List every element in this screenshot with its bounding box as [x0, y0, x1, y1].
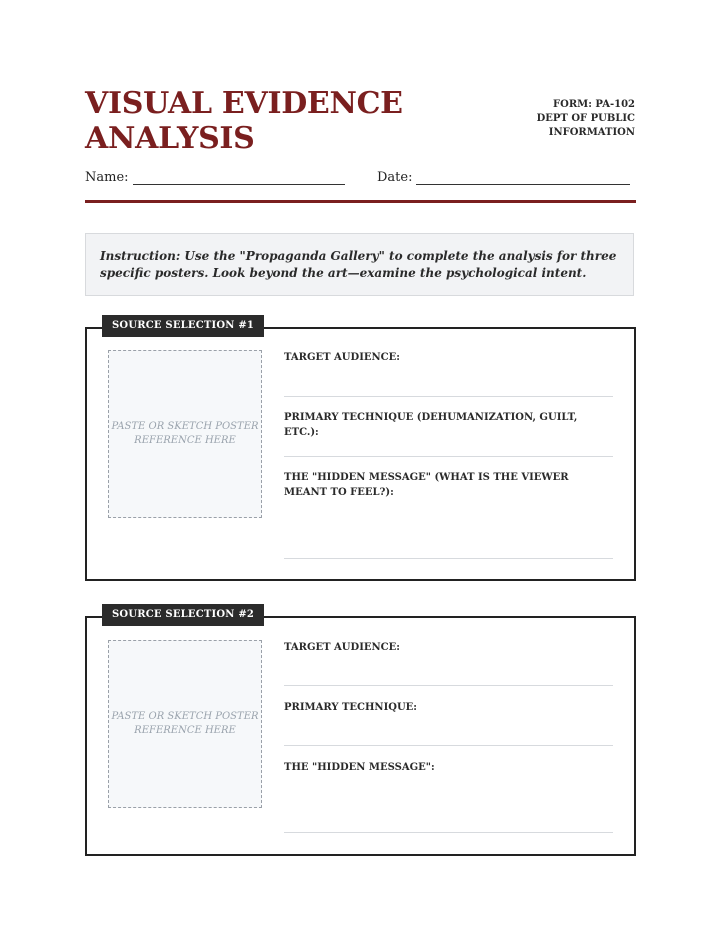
- dept-line-1: DEPT OF PUBLIC: [536, 113, 635, 124]
- header-divider: [85, 200, 636, 203]
- target-audience-label: TARGET AUDIENCE:: [284, 642, 400, 653]
- page-title: [85, 86, 445, 156]
- dept-line-2: INFORMATION: [548, 127, 635, 138]
- poster-placeholder-1[interactable]: [108, 350, 262, 518]
- name-date-row: [85, 170, 636, 190]
- primary-technique-label: PRIMARY TECHNIQUE:: [284, 702, 417, 713]
- form-id: FORM: PA-102: [553, 99, 635, 110]
- target-audience-line[interactable]: [284, 685, 613, 686]
- name-label: Name:: [85, 170, 129, 185]
- instruction-text: Instruction: Use the "Propaganda Gallery" to complete the analysis for three specific posters. Look beyond the art—examine the psychological intent.: [100, 249, 617, 280]
- primary-technique-line[interactable]: [284, 745, 613, 746]
- primary-technique-line[interactable]: [284, 456, 613, 457]
- date-input-line[interactable]: [416, 172, 630, 185]
- source-section-2: [85, 609, 636, 856]
- primary-technique-label: PRIMARY TECHNIQUE (DEHUMANIZATION, GUILT, ETC.):: [284, 412, 578, 438]
- instruction-box: [85, 233, 634, 296]
- title-line-1: VISUAL EVIDENCE: [85, 86, 403, 121]
- source-section-1: [85, 320, 636, 581]
- hidden-message-line[interactable]: [284, 558, 613, 559]
- title-line-2: ANALYSIS: [85, 121, 255, 156]
- poster-placeholder-2[interactable]: [108, 640, 262, 808]
- hidden-message-label: THE "HIDDEN MESSAGE":: [284, 762, 435, 773]
- poster-placeholder-text: PASTE OR SKETCH POSTER REFERENCE HERE: [111, 421, 259, 446]
- hidden-message-line[interactable]: [284, 832, 613, 833]
- target-audience-label: TARGET AUDIENCE:: [284, 352, 400, 363]
- date-field: [377, 170, 630, 185]
- form-meta: [537, 98, 635, 140]
- date-label: Date:: [377, 170, 413, 185]
- name-input-line[interactable]: [133, 172, 345, 185]
- target-audience-line[interactable]: [284, 396, 613, 397]
- section-tab-1: SOURCE SELECTION #1: [102, 315, 264, 337]
- hidden-message-label: THE "HIDDEN MESSAGE" (WHAT IS THE VIEWER MEANT TO FEEL?):: [284, 472, 569, 498]
- poster-placeholder-text: PASTE OR SKETCH POSTER REFERENCE HERE: [111, 711, 259, 736]
- section-tab-2: SOURCE SELECTION #2: [102, 604, 264, 626]
- name-field: [85, 170, 345, 185]
